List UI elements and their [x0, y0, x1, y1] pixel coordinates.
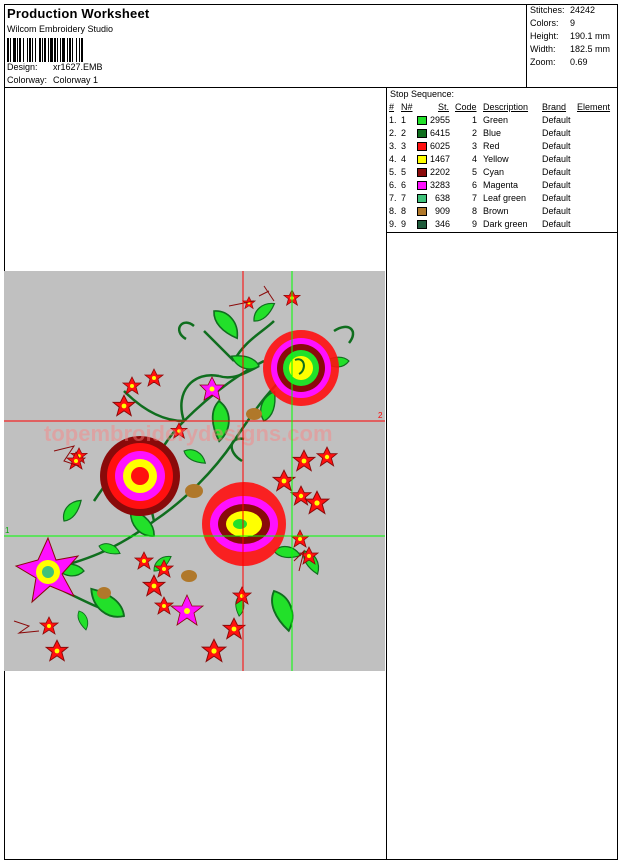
color-code: 7 — [471, 193, 477, 203]
stat-colors: Colors: 9 — [530, 18, 576, 28]
stop-number: 5. — [389, 167, 397, 177]
color-swatch — [417, 155, 427, 164]
needle-number: 2 — [401, 128, 407, 138]
color-code: 5 — [471, 167, 477, 177]
stop-row — [387, 141, 619, 154]
stop-sequence-title: Stop Sequence: — [390, 89, 455, 99]
page-title: Production Worksheet — [7, 6, 150, 21]
stop-number: 7. — [389, 193, 397, 203]
stop-number: 8. — [389, 206, 397, 216]
needle-number: 7 — [401, 193, 407, 203]
brand: Default — [542, 154, 571, 164]
needle-number: 6 — [401, 180, 407, 190]
stop-row — [387, 193, 619, 206]
color-swatch — [417, 181, 427, 190]
color-code: 2 — [471, 128, 477, 138]
barcode — [7, 38, 133, 62]
color-swatch — [417, 194, 427, 203]
color-description: Leaf green — [483, 193, 527, 203]
stitch-count: 346 — [434, 219, 450, 229]
flower-center — [202, 482, 286, 566]
color-description: Dark green — [483, 219, 528, 229]
color-code: 8 — [471, 206, 477, 216]
col-code: Code — [455, 102, 477, 112]
color-swatch — [417, 220, 427, 229]
stop-row — [387, 219, 619, 232]
needle-number: 3 — [401, 141, 407, 151]
color-code: 9 — [471, 219, 477, 229]
needle-number: 5 — [401, 167, 407, 177]
stitch-count: 3283 — [429, 180, 450, 190]
stop-number: 6. — [389, 180, 397, 190]
guide-label-2: 2 — [378, 411, 383, 420]
design-stats — [527, 4, 618, 88]
col-element: Element — [577, 102, 611, 112]
color-description: Yellow — [483, 154, 509, 164]
color-swatch — [417, 129, 427, 138]
header-info — [4, 4, 527, 88]
brand: Default — [542, 180, 571, 190]
watermark: topembroiderydesigns.com — [44, 421, 333, 446]
stop-number: 3. — [389, 141, 397, 151]
stat-zoom: Zoom: 0.69 — [530, 57, 588, 67]
brand: Default — [542, 193, 571, 203]
color-swatch — [417, 168, 427, 177]
software-name: Wilcom Embroidery Studio — [7, 24, 114, 34]
brand: Default — [542, 206, 571, 216]
stop-number: 4. — [389, 154, 397, 164]
stop-row — [387, 167, 619, 180]
divider — [386, 233, 387, 860]
color-description: Cyan — [483, 167, 505, 177]
color-swatch — [417, 116, 427, 125]
design-value: xr1627.EMB — [53, 62, 103, 72]
col-stitches: St. — [438, 102, 450, 112]
colorway-row — [7, 75, 98, 85]
colorway-value: Colorway 1 — [53, 75, 99, 85]
col-description: Description — [483, 102, 529, 112]
embroidery-design — [4, 271, 385, 671]
color-description: Brown — [483, 206, 509, 216]
stitch-count: 909 — [434, 206, 450, 216]
design-preview — [4, 271, 385, 671]
stop-row — [387, 154, 619, 167]
stitch-count: 1467 — [429, 154, 450, 164]
col-stop: # — [389, 102, 395, 112]
stop-row — [387, 180, 619, 193]
brand: Default — [542, 219, 571, 229]
color-description: Red — [483, 141, 500, 151]
flower-middle-left — [100, 436, 180, 516]
col-needle: N# — [401, 102, 413, 112]
small-flower-2 — [171, 595, 203, 625]
stop-number: 2. — [389, 128, 397, 138]
stitch-count: 6415 — [429, 128, 450, 138]
stop-row — [387, 206, 619, 219]
colorway-label: Colorway: — [7, 75, 48, 85]
stop-row — [387, 115, 619, 128]
guide-label-1: 1 — [5, 526, 10, 535]
stitch-count: 2955 — [429, 115, 450, 125]
col-brand: Brand — [542, 102, 567, 112]
stat-width: Width: 182.5 mm — [530, 44, 611, 54]
needle-number: 1 — [401, 115, 407, 125]
stitch-count: 638 — [434, 193, 450, 203]
stop-row — [387, 128, 619, 141]
stop-number: 9. — [389, 219, 397, 229]
stop-sequence-panel — [386, 88, 618, 233]
stat-height: Height: 190.1 mm — [530, 31, 611, 41]
stitch-count: 6025 — [429, 141, 450, 151]
stop-number: 1. — [389, 115, 397, 125]
color-description: Green — [483, 115, 509, 125]
needle-number: 9 — [401, 219, 407, 229]
flower-top-right — [263, 330, 339, 406]
stitch-count: 2202 — [429, 167, 450, 177]
stat-stitches: Stitches: 24242 — [530, 5, 596, 15]
needle-number: 8 — [401, 206, 407, 216]
brand: Default — [542, 141, 571, 151]
brand: Default — [542, 128, 571, 138]
color-swatch — [417, 142, 427, 151]
brand: Default — [542, 115, 571, 125]
color-code: 6 — [471, 180, 477, 190]
color-code: 1 — [471, 115, 477, 125]
needle-number: 4 — [401, 154, 407, 164]
color-swatch — [417, 207, 427, 216]
color-code: 4 — [471, 154, 477, 164]
design-row — [7, 62, 103, 72]
brand: Default — [542, 167, 571, 177]
color-code: 3 — [471, 141, 477, 151]
color-description: Blue — [483, 128, 502, 138]
design-label: Design: — [7, 62, 38, 72]
barcode-bar — [83, 38, 84, 62]
color-description: Magenta — [483, 180, 519, 190]
